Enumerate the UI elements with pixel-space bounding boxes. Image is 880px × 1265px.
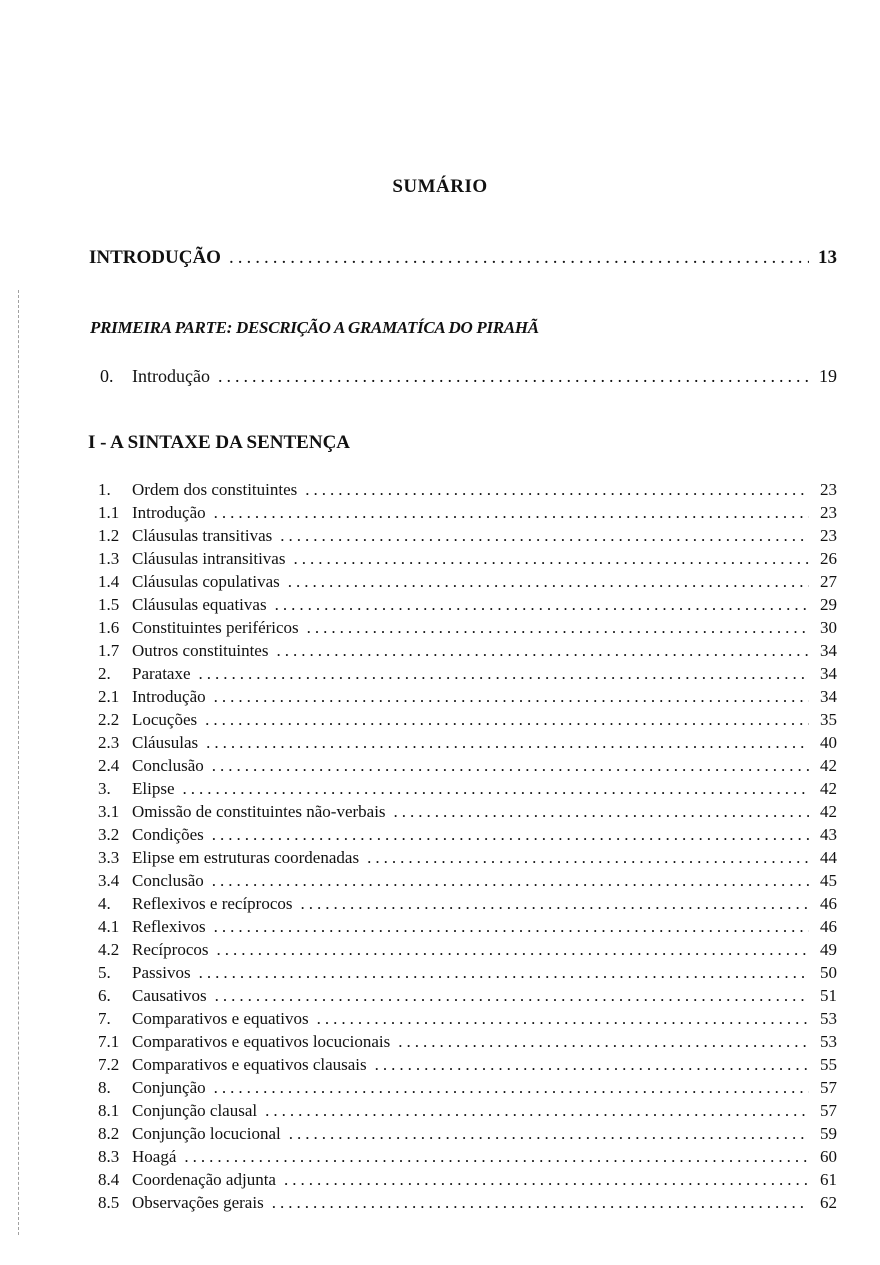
- toc-entry-number: 3.1: [98, 802, 120, 821]
- leader-dots: [212, 871, 809, 891]
- toc-entry-number: 1.2: [98, 526, 120, 545]
- toc-entry-page: 45: [820, 871, 837, 890]
- toc-entry[interactable]: [98, 710, 837, 733]
- toc-entry-page: 42: [820, 779, 837, 798]
- toc-entry-label: Cláusulas intransitivas: [132, 549, 286, 568]
- toc-entry[interactable]: [98, 779, 837, 802]
- toc-entry-label: Cláusulas copulativas: [132, 572, 280, 591]
- toc-entry[interactable]: [98, 526, 837, 549]
- toc-entry[interactable]: [98, 733, 837, 756]
- toc-entry-page: 57: [820, 1101, 837, 1120]
- toc-entry-introduction[interactable]: [89, 247, 837, 269]
- leader-dots: [199, 963, 809, 983]
- leader-dots: [394, 802, 809, 822]
- toc-entry-label: INTRODUÇÃO: [89, 247, 221, 268]
- leader-dots: [183, 779, 810, 799]
- toc-entry-page: 57: [820, 1078, 837, 1097]
- toc-entry-page: 55: [820, 1055, 837, 1074]
- toc-entry-number: 6.: [98, 986, 111, 1005]
- toc-entry[interactable]: [98, 1170, 837, 1193]
- toc-entry-number: 3.3: [98, 848, 120, 867]
- toc-entry-page: 30: [820, 618, 837, 637]
- toc-entry-page: 40: [820, 733, 837, 752]
- toc-entry-label: Elipse: [132, 779, 175, 798]
- toc-entry-number: 3.2: [98, 825, 120, 844]
- toc-entry-number: 2.: [98, 664, 111, 683]
- toc-entry-label: Cláusulas equativas: [132, 595, 267, 614]
- toc-entry-page: 27: [820, 572, 837, 591]
- toc-entry-label: Conclusão: [132, 871, 204, 890]
- toc-entry[interactable]: [98, 1009, 837, 1032]
- toc-entry-label: Conclusão: [132, 756, 204, 775]
- toc-entry-page: 34: [820, 664, 837, 683]
- toc-entry-label: Condições: [132, 825, 204, 844]
- toc-entry-number: 5.: [98, 963, 111, 982]
- toc-entry-number: 4.: [98, 894, 111, 913]
- leader-dots: [307, 618, 809, 638]
- toc-entry-page: 50: [820, 963, 837, 982]
- leader-dots: [301, 894, 810, 914]
- toc-entry[interactable]: [98, 1147, 837, 1170]
- toc-entry-label: Passivos: [132, 963, 191, 982]
- toc-entry-page: 35: [820, 710, 837, 729]
- toc-entry-label: Reflexivos e recíprocos: [132, 894, 293, 913]
- toc-entry[interactable]: [98, 940, 837, 963]
- leader-dots: [218, 366, 809, 387]
- toc-entry[interactable]: [98, 572, 837, 595]
- leader-dots: [375, 1055, 809, 1075]
- toc-entry-page: 53: [820, 1032, 837, 1051]
- leader-dots: [199, 664, 809, 684]
- toc-entry-label: Cláusulas: [132, 733, 199, 752]
- toc-entry-number: 8.4: [98, 1170, 120, 1189]
- leader-dots: [265, 1101, 809, 1121]
- leader-dots: [212, 756, 809, 776]
- toc-entry-number: 8.: [98, 1078, 111, 1097]
- toc-entry-number: 2.3: [98, 733, 120, 752]
- toc-entry-label: Outros constituintes: [132, 641, 269, 660]
- toc-entry-page: 42: [820, 802, 837, 821]
- toc-entry-label: Introdução: [132, 366, 210, 386]
- toc-entry-number: 1.7: [98, 641, 120, 660]
- toc-entry-page: 13: [818, 247, 837, 268]
- leader-dots: [214, 917, 809, 937]
- toc-entry-number: 8.3: [98, 1147, 120, 1166]
- toc-entry[interactable]: [98, 1078, 837, 1101]
- toc-entry-label: Coordenação adjunta: [132, 1170, 276, 1189]
- toc-entry[interactable]: [98, 756, 837, 779]
- toc-entry-number: 3.: [98, 779, 111, 798]
- leader-dots: [305, 480, 809, 500]
- toc-entry-page: 19: [819, 366, 837, 386]
- toc-entry-label: Omissão de constituintes não-verbais: [132, 802, 386, 821]
- leader-dots: [272, 1193, 809, 1213]
- leader-dots: [229, 247, 809, 269]
- leader-dots: [214, 1078, 809, 1098]
- toc-entry-number: 0.: [100, 366, 114, 386]
- toc-entry[interactable]: [98, 664, 837, 687]
- toc-entry-page: 42: [820, 756, 837, 775]
- toc-entry[interactable]: [98, 549, 837, 572]
- toc-entry-page: 46: [820, 894, 837, 913]
- toc-entry-label: Comparativos e equativos locucionais: [132, 1032, 391, 1051]
- toc-entry-page: 43: [820, 825, 837, 844]
- toc-entry-label: Observações gerais: [132, 1193, 264, 1212]
- toc-entry-page: 23: [820, 503, 837, 522]
- toc-entry-page: 49: [820, 940, 837, 959]
- toc-entry-number: 2.4: [98, 756, 120, 775]
- toc-entry-number: 1.1: [98, 503, 120, 522]
- toc-entry-label: Parataxe: [132, 664, 191, 683]
- toc-entry-number: 8.2: [98, 1124, 120, 1143]
- toc-entry[interactable]: [98, 480, 837, 503]
- toc-entry-page: 34: [820, 641, 837, 660]
- toc-entry-label: Comparativos e equativos clausais: [132, 1055, 367, 1074]
- toc-entry-page: 46: [820, 917, 837, 936]
- toc-entry[interactable]: [98, 1032, 837, 1055]
- toc-list: [98, 480, 837, 1216]
- part-heading: PRIMEIRA PARTE: DESCRIÇÃO A GRAMATÍCA DO PIRAHÃ: [90, 318, 539, 337]
- toc-entry[interactable]: [98, 1055, 837, 1078]
- leader-dots: [289, 1124, 809, 1144]
- section-heading: I - A SINTAXE DA SENTENÇA: [88, 432, 351, 453]
- toc-entry-number: 1.: [98, 480, 111, 499]
- leader-dots: [215, 986, 809, 1006]
- toc-entry-page: 62: [820, 1193, 837, 1212]
- toc-entry-page: 34: [820, 687, 837, 706]
- toc-entry[interactable]: [98, 687, 837, 710]
- toc-entry-label: Causativos: [132, 986, 207, 1005]
- toc-entry[interactable]: [98, 595, 837, 618]
- toc-entry-number: 1.3: [98, 549, 120, 568]
- toc-entry[interactable]: [98, 618, 837, 641]
- toc-entry-label: Comparativos e equativos: [132, 1009, 309, 1028]
- toc-entry-label: Hoagá: [132, 1147, 177, 1166]
- leader-dots: [216, 940, 809, 960]
- toc-entry[interactable]: [98, 848, 837, 871]
- toc-entry-label: Introdução: [132, 687, 206, 706]
- leader-dots: [205, 710, 809, 730]
- toc-entry-number: 2.1: [98, 687, 120, 706]
- toc-entry[interactable]: [98, 871, 837, 894]
- leader-dots: [293, 549, 809, 569]
- toc-entry-page: 53: [820, 1009, 837, 1028]
- toc-entry-label: Elipse em estruturas coordenadas: [132, 848, 360, 867]
- leader-dots: [214, 687, 809, 707]
- leader-dots: [288, 572, 809, 592]
- leader-dots: [276, 641, 809, 661]
- toc-entry-page: 59: [820, 1124, 837, 1143]
- toc-entry-page: 23: [820, 526, 837, 545]
- leader-dots: [184, 1147, 809, 1167]
- toc-entry-label: Reflexivos: [132, 917, 206, 936]
- toc-entry-page: 61: [820, 1170, 837, 1189]
- toc-entry[interactable]: [98, 1124, 837, 1147]
- toc-entry-page: 44: [820, 848, 837, 867]
- toc-entry-label: Constituintes periféricos: [132, 618, 299, 637]
- toc-entry[interactable]: [98, 825, 837, 848]
- toc-entry-number: 1.4: [98, 572, 120, 591]
- toc-entry-number: 8.1: [98, 1101, 120, 1120]
- toc-entry-number: 2.2: [98, 710, 120, 729]
- toc-entry-label: Conjunção locucional: [132, 1124, 281, 1143]
- toc-entry-number: 7.2: [98, 1055, 120, 1074]
- toc-entry-label: Introdução: [132, 503, 206, 522]
- toc-entry[interactable]: [98, 503, 837, 526]
- toc-entry[interactable]: [98, 963, 837, 986]
- leader-dots: [398, 1032, 809, 1052]
- toc-entry-page: 23: [820, 480, 837, 499]
- leader-dots: [284, 1170, 809, 1190]
- toc-entry-number: 3.4: [98, 871, 120, 890]
- scan-margin-artifact: [18, 290, 21, 1235]
- toc-entry-label: Conjunção clausal: [132, 1101, 258, 1120]
- leader-dots: [214, 503, 809, 523]
- toc-entry-label: Locuções: [132, 710, 198, 729]
- toc-entry-label: Recíprocos: [132, 940, 209, 959]
- toc-entry-page: 51: [820, 986, 837, 1005]
- toc-entry-number: 8.5: [98, 1193, 120, 1212]
- toc-entry[interactable]: [98, 1101, 837, 1124]
- toc-entry-number: 7.1: [98, 1032, 120, 1051]
- toc-entry[interactable]: [98, 917, 837, 940]
- toc-entry[interactable]: [98, 986, 837, 1009]
- leader-dots: [280, 526, 809, 546]
- leader-dots: [212, 825, 809, 845]
- leader-dots: [206, 733, 809, 753]
- toc-entry-part-intro[interactable]: [100, 366, 837, 387]
- toc-entry[interactable]: [98, 802, 837, 825]
- leader-dots: [275, 595, 809, 615]
- toc-entry-number: 1.5: [98, 595, 120, 614]
- page-title: SUMÁRIO: [392, 176, 488, 197]
- toc-entry-number: 1.6: [98, 618, 120, 637]
- toc-entry-number: 4.1: [98, 917, 120, 936]
- toc-entry-label: Conjunção: [132, 1078, 206, 1097]
- toc-entry[interactable]: [98, 641, 837, 664]
- toc-entry-label: Ordem dos constituintes: [132, 480, 298, 499]
- toc-entry-label: Cláusulas transitivas: [132, 526, 273, 545]
- toc-entry-page: 29: [820, 595, 837, 614]
- toc-entry[interactable]: [98, 894, 837, 917]
- toc-entry[interactable]: [98, 1193, 837, 1216]
- toc-entry-number: 4.2: [98, 940, 120, 959]
- leader-dots: [317, 1009, 809, 1029]
- leader-dots: [367, 848, 809, 868]
- toc-entry-page: 26: [820, 549, 837, 568]
- toc-entry-number: 7.: [98, 1009, 111, 1028]
- toc-entry-page: 60: [820, 1147, 837, 1166]
